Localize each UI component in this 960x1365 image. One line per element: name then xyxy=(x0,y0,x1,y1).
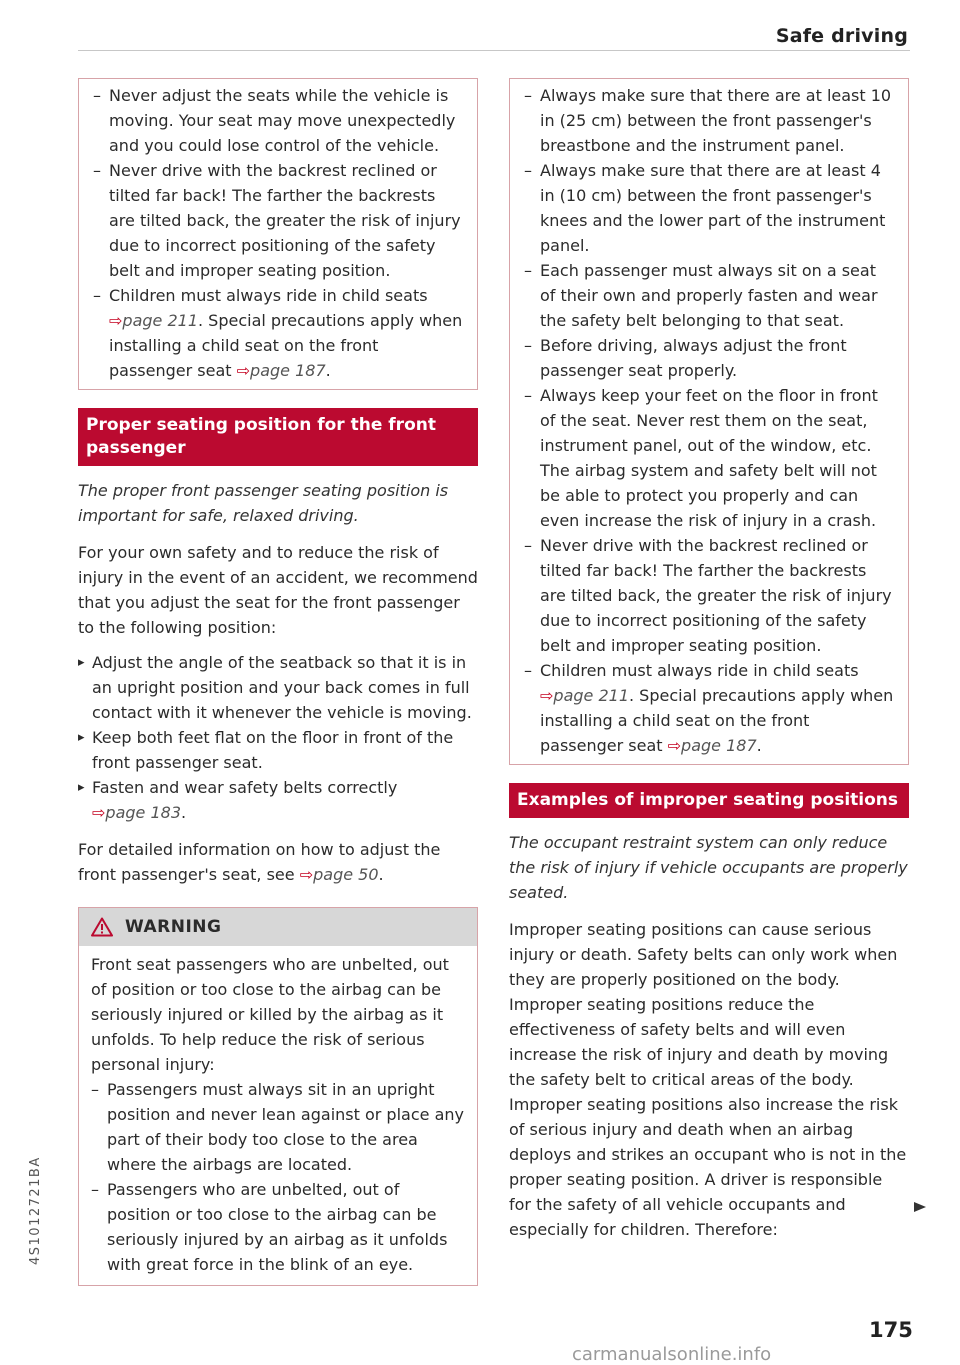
steps-list xyxy=(78,650,478,825)
warning-header xyxy=(79,908,477,946)
page-number: 175 xyxy=(869,1318,913,1342)
arrow-right-icon: ⇨ xyxy=(299,865,314,884)
warning-box xyxy=(78,907,478,1286)
intro-text: The occupant restraint system can only reduce the risk of injury if vehicle occupants are properly seated. xyxy=(509,833,908,902)
heading-front-passenger: Proper seating position for the front passenger xyxy=(78,408,478,466)
watermark: carmanualsonline.info xyxy=(572,1344,772,1365)
right-caution-box xyxy=(509,78,909,765)
right-column xyxy=(509,78,909,1242)
document-code: 4S1012721BA xyxy=(28,1156,43,1265)
arrow-right-icon: ⇨ xyxy=(667,736,682,755)
step-item: ▸ Fasten and wear safety belts correctly ⇨page 183. xyxy=(78,775,478,825)
step-item: ▸ Adjust the angle of the seatback so that it is in an upright position and your back comes in full contact with it whenever the vehicle is moving. xyxy=(78,650,478,725)
step-item: ▸ Keep both feet flat on the floor in front of the front passenger seat. xyxy=(78,725,478,775)
section-title: Safe driving xyxy=(775,25,908,47)
left-column xyxy=(78,78,478,1286)
list-item: – Never drive with the backrest reclined or tilted far back! The farther the backrests are tilted back, the greater the risk of injury due to incorrect positioning of the safety belt and improper seating position. xyxy=(524,533,894,658)
list-item: – Passengers who are unbelted, out of position or too close to the airbag can be seriously injured by an airbag as it unfolds with great force in the blink of an eye. xyxy=(91,1177,465,1277)
warning-text: Front seat passengers who are unbelted, out of position or too close to the airbag can be seriously injured or killed by the airbag as it unfolds. To help reduce the risk of serious personal injury: xyxy=(91,955,449,1074)
arrow-right-icon: ⇨ xyxy=(92,803,106,822)
list-item: – Always keep your feet on the floor in front of the seat. Never rest them on the seat, instrument panel, out of the window, etc. The airbag system and safety belt will not be able to protect you properly and can even increase the risk of injury in a crash. xyxy=(524,383,894,533)
list-item: – Before driving, always adjust the front passenger seat properly. xyxy=(524,333,894,383)
list-item: – Children must always ride in child seats ⇨page 211. Special precautions apply when installing a child seat on the front passenger seat ⇨page 187. xyxy=(524,658,894,758)
intro-text: The proper front passenger seating position is important for safe, relaxed driving. xyxy=(78,481,449,525)
paragraph: Improper seating positions can cause serious injury or death. Safety belts can only work when they are properly positioned on the body. Improper seating positions reduce the effectiveness of safety belts and will even increase the risk of injury and death by moving the safety belt to critical areas of the body. Improper seating positions also increase the risk of serious injury and death when an airbag deploys and strikes an occupant who is not in the proper seating position. A driver is responsible for the safety of all vehicle occupants and especially for children. Therefore: xyxy=(509,920,907,1239)
page-reference-link[interactable]: ⇨page 187 xyxy=(667,736,757,755)
page-reference-link[interactable]: ⇨page 187 xyxy=(236,361,326,380)
list-item: – Always make sure that there are at least 4 in (10 cm) between the front passenger's knees and the lower part of the instrument panel. xyxy=(524,158,894,258)
list-item: – Each passenger must always sit on a seat of their own and properly fasten and wear the safety belt belonging to that seat. xyxy=(524,258,894,333)
list-item: – Never drive with the backrest reclined or tilted far back! The farther the backrests are tilted back, the greater the risk of injury due to incorrect positioning of the safety belt and improper seating position. xyxy=(93,158,463,283)
left-caution-box xyxy=(78,78,478,390)
warning-title: WARNING xyxy=(125,917,222,937)
arrow-right-icon: ⇨ xyxy=(540,686,554,705)
continue-arrow-icon xyxy=(913,1201,927,1213)
paragraph: For detailed information on how to adjust the front passenger's seat, see ⇨page 50. xyxy=(78,840,441,884)
list-item: – Never adjust the seats while the vehicle is moving. Your seat may move unexpectedly and you could lose control of the vehicle. xyxy=(93,83,463,158)
page-reference-link[interactable]: ⇨page 211 xyxy=(540,686,629,705)
heading-improper-positions: Examples of improper seating positions xyxy=(509,783,909,818)
arrow-right-icon: ⇨ xyxy=(109,311,123,330)
list-item: – Children must always ride in child seats ⇨page 211. Special precautions apply when installing a child seat on the front passenger seat ⇨page 187. xyxy=(93,283,463,383)
warning-body xyxy=(79,946,477,1285)
arrow-right-icon: ⇨ xyxy=(236,361,251,380)
page-reference-link[interactable]: ⇨page 50 xyxy=(299,865,379,884)
paragraph: For your own safety and to reduce the risk of injury in the event of an accident, we recommend that you adjust the seat for the front passenger to the following position: xyxy=(78,543,478,637)
list-item: – Always make sure that there are at least 10 in (25 cm) between the front passenger's breastbone and the instrument panel. xyxy=(524,83,894,158)
page-reference-link[interactable]: ⇨page 211 xyxy=(109,311,198,330)
header-divider xyxy=(78,50,910,51)
warning-triangle-icon xyxy=(91,917,113,937)
page-reference-link[interactable]: ⇨page 183 xyxy=(92,803,181,822)
list-item: – Passengers must always sit in an upright position and never lean against or place any part of their body too close to the area where the airbags are located. xyxy=(91,1077,465,1177)
